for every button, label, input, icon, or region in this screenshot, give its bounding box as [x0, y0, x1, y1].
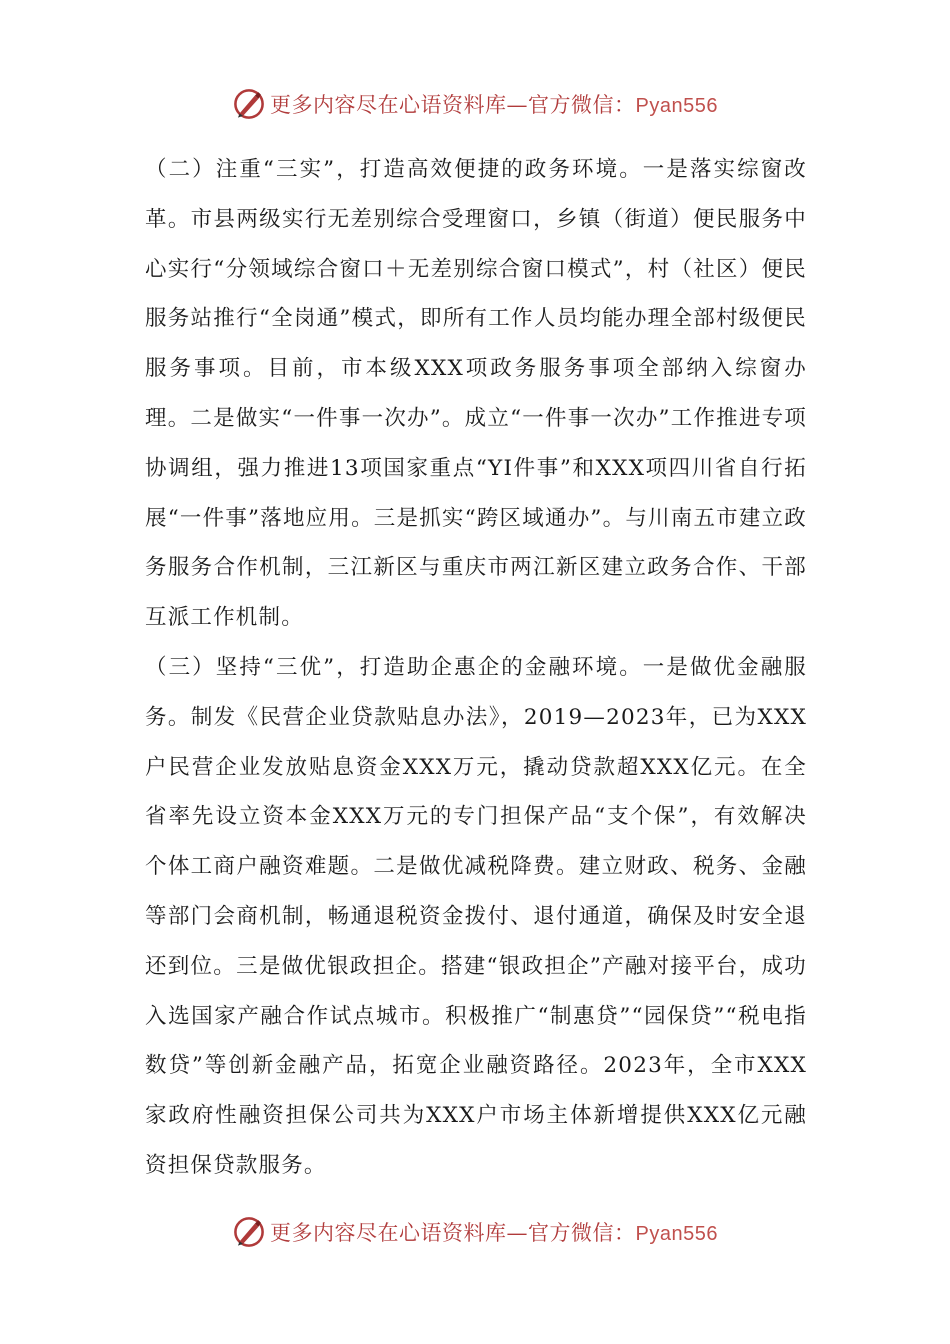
header-wechat-id: Pyan556 [635, 95, 718, 117]
footer-brand-text: 更多内容尽在心语资料库—官方微信：Pyan556 [270, 1221, 718, 1245]
footer-banner [0, 1212, 950, 1252]
pen-logo-icon [232, 1215, 266, 1249]
paragraph-section-three: （三）坚持“三优”，打造助企惠企的金融环境。一是做优金融服务。制发《民营企业贷款贴息办法》，2019—2023年，已为XXX户民营企业发放贴息资金XXX万元，撬动贷款超XXX亿元。在全省率先设立资本金XXX万元的专门担保产品“支个保”，有效解决个体工商户融资难题。二是做优减税降费。建立财政、税务、金融等部门会商机制，畅通退税资金拨付、退付通道，确保及时安全退还到位。三是做优银政担企。搭建“银政担企”产融对接平台，成功入选国家产融合作试点城市。积极推广“制惠贷”“园保贷”“税电指数贷”等创新金融产品，拓宽企业融资路径。2023年，全市XXX家政府性融资担保公司共为XXX户市场主体新增提供XXX亿元融资担保贷款服务。 [145, 654, 807, 1178]
header-banner [0, 84, 950, 124]
footer-wechat-id: Pyan556 [635, 1223, 718, 1245]
header-brand-text: 更多内容尽在心语资料库—官方微信：Pyan556 [270, 93, 718, 117]
paragraph-section-two: （二）注重“三实”，打造高效便捷的政务环境。一是落实综窗改革。市县两级实行无差别综合受理窗口，乡镇（街道）便民服务中心实行“分领域综合窗口＋无差别综合窗口模式”，村（社区）便民服务站推行“全岗通”模式，即所有工作人员均能办理全部村级便民服务事项。目前，市本级XXX项政务服务事项全部纳入综窗办理。二是做实“一件事一次办”。成立“一件事一次办”工作推进专项协调组，强力推进13项国家重点“YI件事”和XXX项四川省自行拓展“一件事”落地应用。三是抓实“跨区域通办”。与川南五市建立政务服务合作机制，三江新区与重庆市两江新区建立政务合作、干部互派工作机制。 [145, 157, 807, 631]
document-body [145, 145, 807, 1191]
pen-logo-icon [232, 87, 266, 121]
